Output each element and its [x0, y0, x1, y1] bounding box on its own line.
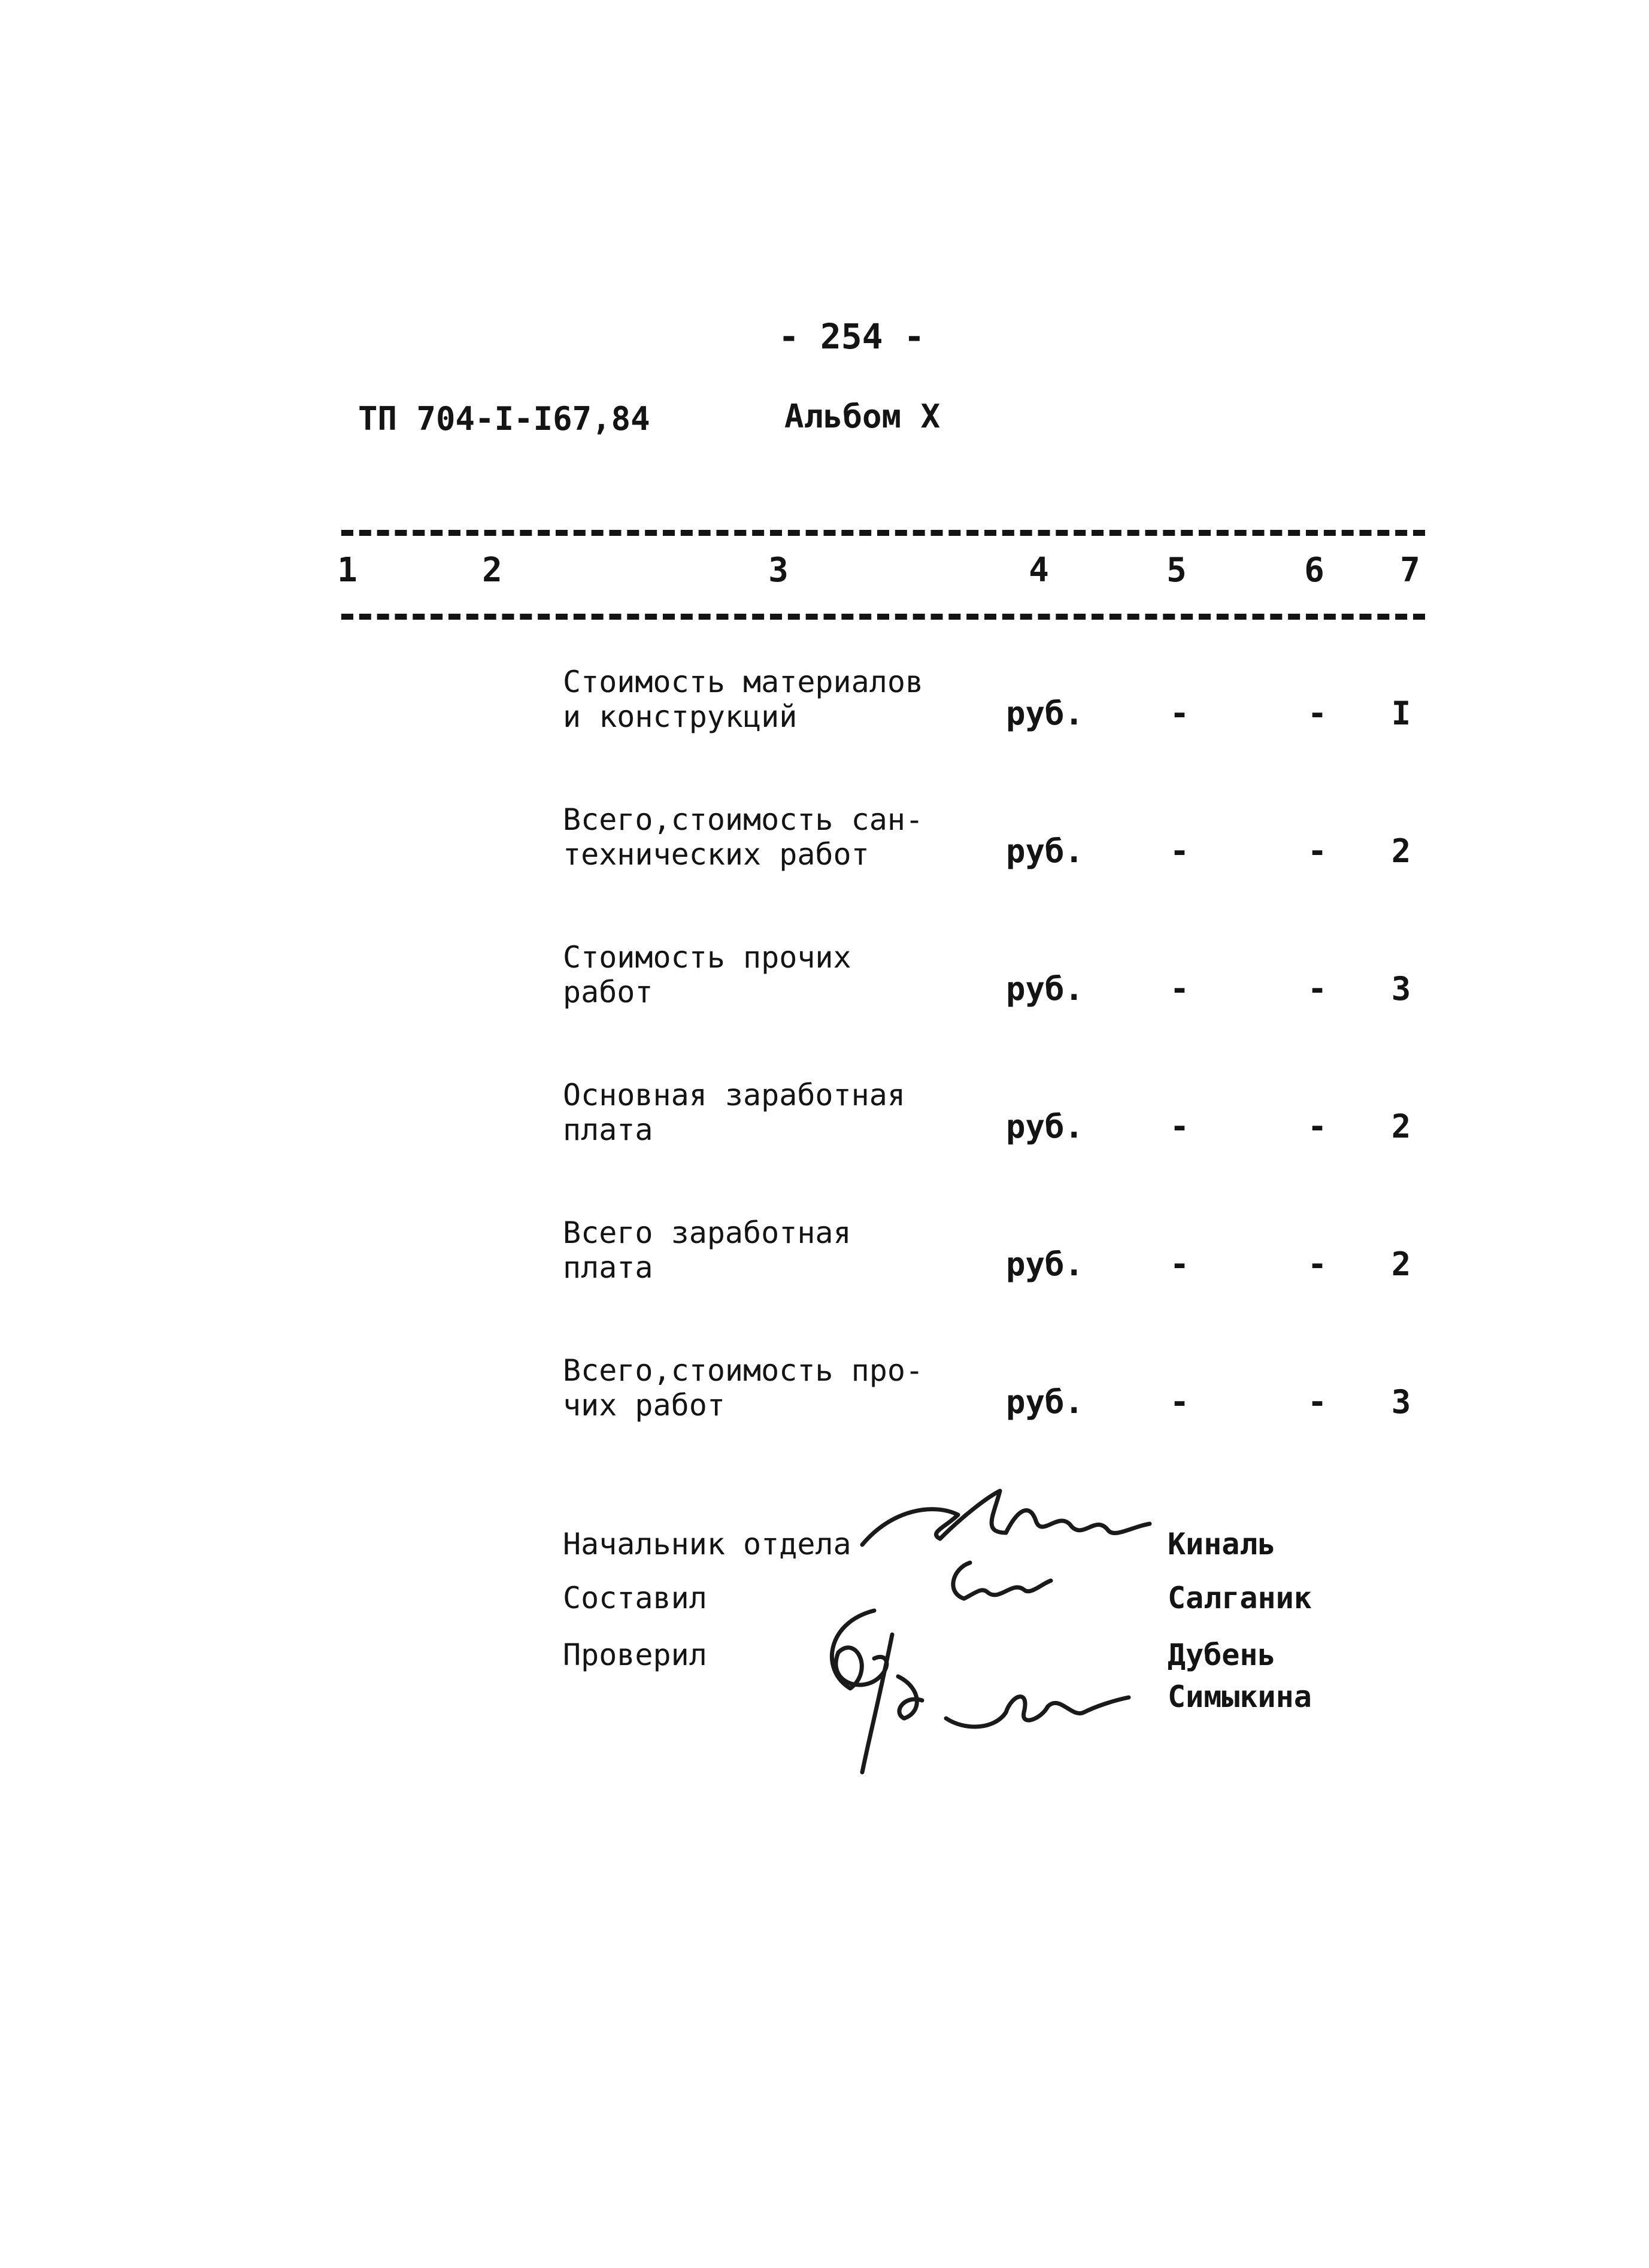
column-number: 6 — [1304, 551, 1324, 590]
row-col7: 2 — [1391, 1108, 1411, 1145]
column-number: 1 — [337, 551, 357, 590]
row-description: Стоимость прочих работ — [563, 940, 851, 1009]
row-col7: 2 — [1391, 832, 1411, 870]
row-col6: - — [1307, 970, 1327, 1008]
row-description: Основная заработная плата — [563, 1078, 905, 1147]
signature-label: Проверил — [563, 1638, 707, 1672]
column-number: 5 — [1166, 551, 1187, 590]
row-col6: - — [1307, 1108, 1327, 1145]
row-col5: - — [1169, 832, 1190, 870]
row-col7: 3 — [1391, 970, 1411, 1008]
signatory-name: Симыкина — [1168, 1679, 1312, 1714]
row-col5: - — [1169, 1108, 1190, 1145]
row-col5: - — [1169, 695, 1190, 732]
row-col6: - — [1307, 1245, 1327, 1283]
handwritten-signature — [934, 1557, 1054, 1623]
row-description: Всего,стоимость сан- технических работ — [563, 802, 924, 872]
row-col5: - — [1169, 1245, 1190, 1283]
signatory-name: Дубень — [1168, 1638, 1276, 1672]
handwritten-signature — [856, 1473, 1156, 1563]
album-label: Альбом X — [784, 398, 941, 435]
document-code: ТП 704-I-I67,84 — [358, 400, 650, 438]
row-unit: руб. — [1005, 1383, 1084, 1421]
row-unit: руб. — [1005, 1108, 1084, 1145]
row-unit: руб. — [1005, 832, 1084, 870]
table-header-rule — [341, 614, 1425, 620]
signature-label: Составил — [563, 1581, 707, 1615]
row-description: Всего,стоимость про- чих работ — [563, 1353, 924, 1423]
column-number: 7 — [1400, 551, 1420, 590]
page-number: - 254 - — [778, 316, 925, 357]
signatory-name: Киналь — [1168, 1527, 1276, 1561]
row-col7: 2 — [1391, 1245, 1411, 1283]
column-number: 2 — [482, 551, 502, 590]
row-unit: руб. — [1005, 695, 1084, 732]
column-number: 4 — [1029, 551, 1049, 590]
row-col6: - — [1307, 695, 1327, 732]
row-unit: руб. — [1005, 970, 1084, 1008]
handwritten-signature — [940, 1670, 1132, 1742]
row-unit: руб. — [1005, 1245, 1084, 1283]
signatory-name: Салганик — [1168, 1581, 1312, 1615]
signature-label: Начальник отдела — [563, 1527, 851, 1561]
row-col7: I — [1391, 695, 1411, 732]
row-description: Всего заработная плата — [563, 1215, 851, 1285]
row-col5: - — [1169, 1383, 1190, 1421]
table-top-rule — [341, 530, 1425, 536]
row-col6: - — [1307, 1383, 1327, 1421]
handwritten-signature — [802, 1599, 934, 1778]
row-description: Стоимость материалов и конструкций — [563, 665, 924, 734]
row-col5: - — [1169, 970, 1190, 1008]
row-col7: 3 — [1391, 1383, 1411, 1421]
column-number: 3 — [768, 551, 789, 590]
row-col6: - — [1307, 832, 1327, 870]
